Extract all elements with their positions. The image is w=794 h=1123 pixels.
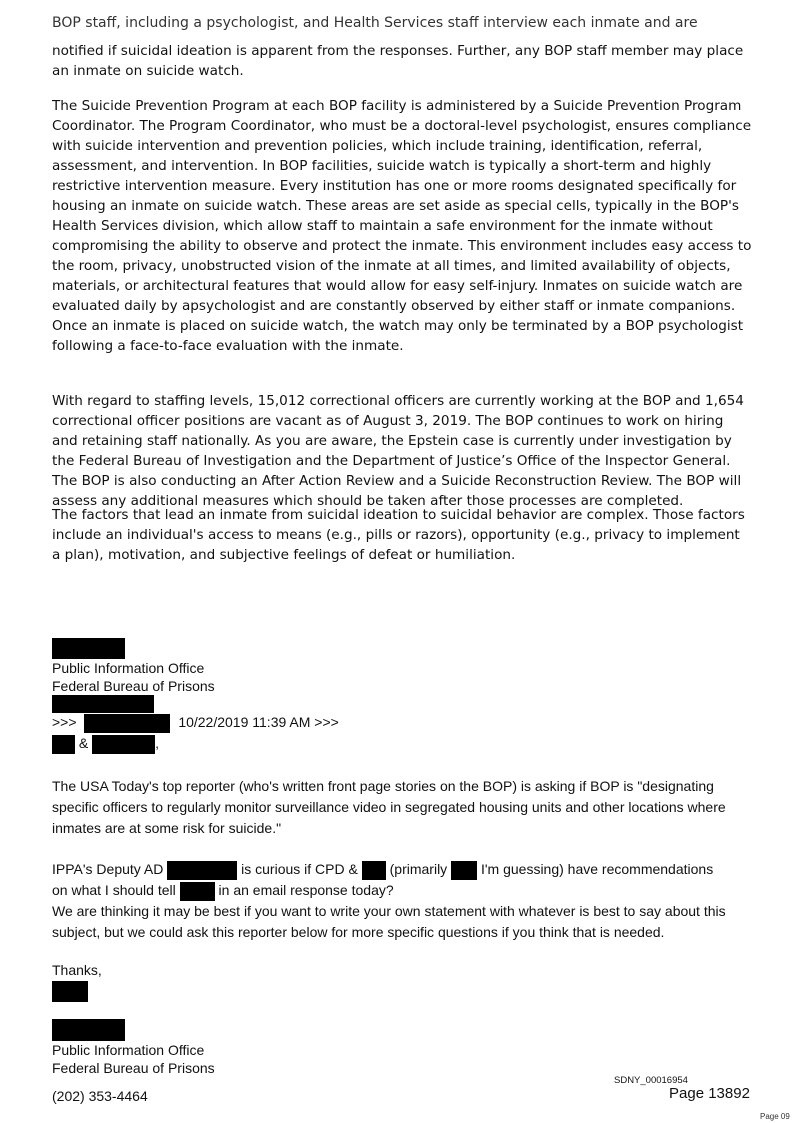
bates-number: SDNY_00016954 [614, 1075, 688, 1086]
forward-recipients-line: & , [52, 735, 159, 754]
paragraph-suicide-prevention-program: The Suicide Prevention Program at each BOP facility is administered by a Suicide Prevention Program Coordinator. The Program Coordinator, who must be a doctoral-level psychologist, ensures compliance with suicide intervention and prevention policies, which include training, identification, referral, assessment, and intervention. In BOP facilities, suicide watch is typically a short-term and highly restrictive intervention measure. Every institution has one or more rooms designated specifically for housing an inmate on suicide watch. These areas are set aside as special cells, typically in the BOP's Health Services division, which allow staff to maintain a safe environment for the inmate without compromising the ability to observe and protect the inmate. This environment includes easy access to the room, privacy, unobstructed vision of the inmate at all times, and limited availability of objects, materials, or architectural features that would allow for easy self-injury. Inmates on suicide watch are evaluated daily by apsychologist and are constantly observed by either staff or inmate companions. Once an inmate is placed on suicide watch, the watch may only be terminated by a BOP psychologist following a face-to-face evaluation with the inmate. [52, 98, 752, 354]
redacted-signature-name [52, 1019, 125, 1041]
page-number-label: Page 13892 [669, 1085, 750, 1102]
forward-header-line: >>> 10/22/2019 11:39 AM >>> [52, 714, 339, 733]
signature2-agency: Federal Bureau of Prisons [52, 1060, 215, 1076]
page-sub-label: Page 09 [760, 1112, 790, 1121]
redacted-primary-name [451, 861, 477, 880]
paragraph-contributing-factors: The factors that lead an inmate from suicidal ideation to suicidal behavior are complex. Those factors include an individual's access to means (e.g., pills or razors), opportunity (e.g., privacy to implement a plan), motivation, and subjective feelings of defeat or humiliation. [52, 507, 745, 563]
email-line-tell: on what I should tell in an email response today? [52, 880, 752, 901]
redacted-reporter-name [180, 882, 215, 901]
paragraph-suicide-watch-intro: notified if suicidal ideation is apparent from the responses. Further, any BOP staff member may place an inmate on suicide watch. [52, 43, 744, 79]
email-closing: Thanks, [52, 962, 102, 978]
redacted-cpd-name [362, 861, 386, 880]
redacted-sender-block [52, 695, 154, 713]
paragraph-staffing-levels: With regard to staffing levels, 15,012 correctional officers are currently working at the BOP and 1,654 correctional officer positions are vacant as of August 3, 2019. The BOP continues to work on hiring and retaining staff nationally. As you are aware, the Epstein case is currently under investigation by the Federal Bureau of Investigation and the Department of Justice’s Office of the Inspector General. The BOP is also conducting an After Action Review and a Suicide Reconstruction Review. The BOP will assess any additional measures which should be taken after those processes are completed. [52, 393, 744, 509]
signature-agency: Federal Bureau of Prisons [52, 678, 215, 694]
signature2-phone-clipped: (202) 353-4464 [52, 1088, 148, 1104]
redacted-name-block [52, 638, 125, 659]
signature2-office: Public Information Office [52, 1042, 205, 1058]
redacted-closing-name [52, 981, 88, 1002]
redacted-sender-name [84, 714, 170, 733]
signature-office: Public Information Office [52, 660, 205, 676]
email-paragraph-reporter: The USA Today's top reporter (who's written front page stories on the BOP) is asking if BOP is "designating specific officers to regularly monitor surveillance video in segregated housing units and other locations where inmates are at some risk for suicide." [52, 778, 726, 836]
email-paragraph-statement: We are thinking it may be best if you want to write your own statement with whatever is best to say about this subject, but we could ask this reporter below for more specific questions if you think that is needed. [52, 903, 726, 940]
redacted-recipient-2 [92, 735, 155, 754]
email-line-deputy: IPPA's Deputy AD is curious if CPD & (primarily I'm guessing) have recommendations [52, 859, 752, 880]
clipped-top-line: BOP staff, including a psychologist, and Health Services staff interview each inmate and are [52, 15, 698, 31]
redacted-recipient-1 [52, 735, 75, 754]
redacted-deputy-name [167, 861, 237, 880]
